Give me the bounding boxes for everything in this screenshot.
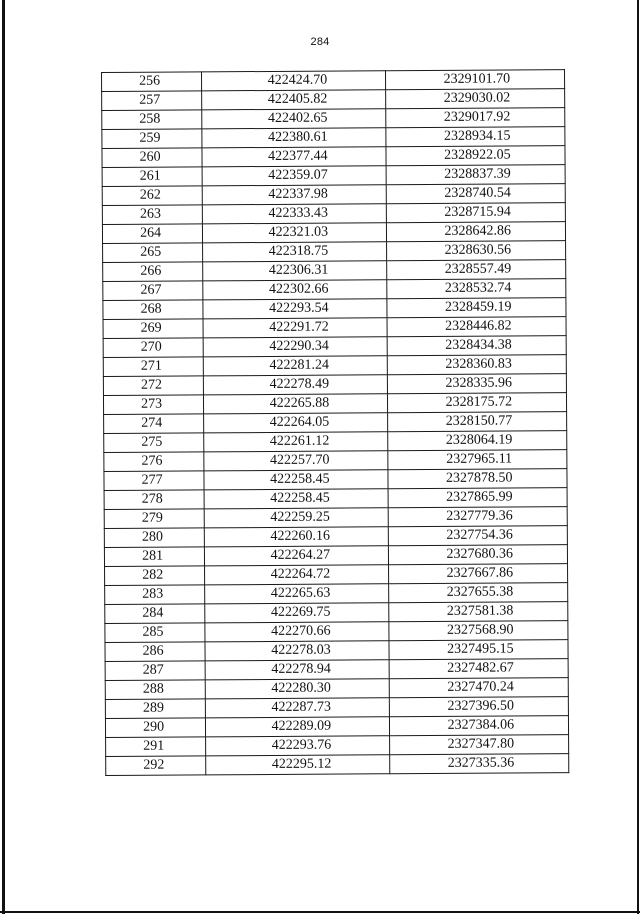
x-coordinate-cell: 422258.45 [204,489,388,509]
y-coordinate-cell: 2328335.96 [387,374,567,394]
x-coordinate-cell: 422306.31 [203,261,387,281]
point-number-cell: 264 [102,224,202,244]
y-coordinate-cell: 2328715.94 [386,203,566,223]
x-coordinate-cell: 422293.54 [203,299,387,319]
scan-border-right [637,0,639,914]
table-row [103,241,566,263]
y-coordinate-cell: 2327878.50 [388,469,568,489]
table-row [104,431,567,453]
y-coordinate-cell: 2328175.72 [387,393,567,413]
point-number-cell: 290 [105,718,205,738]
x-coordinate-cell: 422405.82 [202,90,386,110]
y-coordinate-cell: 2328150.77 [387,412,567,432]
y-coordinate-cell: 2328557.49 [386,260,566,280]
table-row [103,317,566,339]
x-coordinate-cell: 422264.72 [205,565,389,585]
table-row [102,89,565,111]
y-coordinate-cell: 2327470.24 [389,678,569,698]
x-coordinate-cell: 422260.16 [204,527,388,547]
x-coordinate-cell: 422337.98 [202,185,386,205]
table-row [104,450,567,472]
point-number-cell: 275 [104,433,204,453]
y-coordinate-cell: 2328532.74 [386,279,566,299]
y-coordinate-cell: 2328934.15 [385,127,565,147]
point-number-cell: 272 [103,376,203,396]
y-coordinate-cell: 2327965.11 [387,450,567,470]
x-coordinate-cell: 422257.70 [204,451,388,471]
point-number-cell: 261 [102,167,202,187]
x-coordinate-cell: 422264.05 [204,413,388,433]
y-coordinate-cell: 2327754.36 [388,526,568,546]
point-number-cell: 279 [104,509,204,529]
y-coordinate-cell: 2328459.19 [386,298,566,318]
x-coordinate-cell: 422295.12 [206,755,390,775]
x-coordinate-cell: 422258.45 [204,470,388,490]
y-coordinate-cell: 2327779.36 [388,507,568,527]
y-coordinate-cell: 2328446.82 [387,317,567,337]
y-coordinate-cell: 2327581.38 [388,602,568,622]
table-row [105,678,568,700]
x-coordinate-cell: 422318.75 [203,242,387,262]
table-row [105,564,568,586]
table-row [102,184,565,206]
point-number-cell: 256 [102,72,202,92]
table-row [105,659,568,681]
point-number-cell: 281 [104,547,204,567]
table-row [105,602,568,624]
x-coordinate-cell: 422321.03 [203,223,387,243]
x-coordinate-cell: 422261.12 [204,432,388,452]
point-number-cell: 292 [106,756,206,776]
y-coordinate-cell: 2327865.99 [388,488,568,508]
table-row [102,165,565,187]
point-number-cell: 273 [103,395,203,415]
x-coordinate-cell: 422278.03 [205,641,389,661]
point-number-cell: 277 [104,471,204,491]
y-coordinate-cell: 2328642.86 [386,222,566,242]
y-coordinate-cell: 2327495.15 [389,640,569,660]
scan-border-bottom [0,911,640,913]
y-coordinate-cell: 2329017.92 [385,108,565,128]
point-number-cell: 287 [105,661,205,681]
table-row [102,203,565,225]
point-number-cell: 270 [103,338,203,358]
table-row [102,108,565,130]
y-coordinate-cell: 2328360.83 [387,355,567,375]
y-coordinate-cell: 2327396.50 [389,697,569,717]
table-row [103,298,566,320]
coordinates-table [101,69,569,776]
y-coordinate-cell: 2327667.86 [388,564,568,584]
table-row [104,488,567,510]
point-number-cell: 288 [105,680,205,700]
table-row [106,735,569,757]
point-number-cell: 258 [102,110,202,130]
point-number-cell: 291 [106,737,206,757]
table-row [104,507,567,529]
point-number-cell: 257 [102,91,202,111]
y-coordinate-cell: 2327347.80 [389,735,569,755]
point-number-cell: 265 [103,243,203,263]
coordinates-table-body [102,70,569,776]
x-coordinate-cell: 422377.44 [202,147,386,167]
point-number-cell: 285 [105,623,205,643]
page-number: 284 [310,36,330,48]
y-coordinate-cell: 2327655.38 [388,583,568,603]
x-coordinate-cell: 422278.49 [204,375,388,395]
table-row [104,412,567,434]
table-row [103,374,566,396]
table-row [102,70,565,92]
x-coordinate-cell: 422281.24 [203,356,387,376]
table-row [104,545,567,567]
table-row [102,146,565,168]
y-coordinate-cell: 2328740.54 [386,184,566,204]
x-coordinate-cell: 422380.61 [202,128,386,148]
y-coordinate-cell: 2328630.56 [386,241,566,261]
x-coordinate-cell: 422290.34 [203,337,387,357]
table-row [103,336,566,358]
table-row [106,754,569,776]
table-row [103,393,566,415]
y-coordinate-cell: 2329101.70 [385,70,565,90]
x-coordinate-cell: 422265.88 [204,394,388,414]
x-coordinate-cell: 422289.09 [206,717,390,737]
table-row [103,260,566,282]
point-number-cell: 263 [102,205,202,225]
y-coordinate-cell: 2327384.06 [389,716,569,736]
y-coordinate-cell: 2329030.02 [385,89,565,109]
point-number-cell: 289 [105,699,205,719]
x-coordinate-cell: 422259.25 [204,508,388,528]
x-coordinate-cell: 422302.66 [203,280,387,300]
table-row [102,127,565,149]
point-number-cell: 274 [104,414,204,434]
table-row [103,355,566,377]
x-coordinate-cell: 422293.76 [206,736,390,756]
y-coordinate-cell: 2327335.36 [389,754,569,774]
point-number-cell: 276 [104,452,204,472]
table-row [105,697,568,719]
y-coordinate-cell: 2328837.39 [386,165,566,185]
x-coordinate-cell: 422265.63 [205,584,389,604]
point-number-cell: 269 [103,319,203,339]
table-row [104,469,567,491]
point-number-cell: 278 [104,490,204,510]
y-coordinate-cell: 2328434.38 [387,336,567,356]
x-coordinate-cell: 422287.73 [206,698,390,718]
x-coordinate-cell: 422333.43 [203,204,387,224]
table-row [105,716,568,738]
point-number-cell: 262 [102,186,202,206]
point-number-cell: 259 [102,129,202,149]
table-row [105,583,568,605]
x-coordinate-cell: 422270.66 [205,622,389,642]
x-coordinate-cell: 422278.94 [205,660,389,680]
x-coordinate-cell: 422359.07 [202,166,386,186]
x-coordinate-cell: 422424.70 [202,71,386,91]
x-coordinate-cell: 422280.30 [205,679,389,699]
x-coordinate-cell: 422291.72 [203,318,387,338]
table-row [104,526,567,548]
y-coordinate-cell: 2327568.90 [388,621,568,641]
y-coordinate-cell: 2328922.05 [386,146,566,166]
point-number-cell: 283 [105,585,205,605]
x-coordinate-cell: 422264.27 [205,546,389,566]
point-number-cell: 267 [103,281,203,301]
y-coordinate-cell: 2327482.67 [389,659,569,679]
point-number-cell: 286 [105,642,205,662]
point-number-cell: 284 [105,604,205,624]
point-number-cell: 266 [103,262,203,282]
y-coordinate-cell: 2328064.19 [387,431,567,451]
point-number-cell: 260 [102,148,202,168]
x-coordinate-cell: 422402.65 [202,109,386,129]
x-coordinate-cell: 422269.75 [205,603,389,623]
point-number-cell: 271 [103,357,203,377]
table-row [105,640,568,662]
point-number-cell: 282 [105,566,205,586]
table-row [103,279,566,301]
scan-border-left [2,0,5,914]
table-row [105,621,568,643]
y-coordinate-cell: 2327680.36 [388,545,568,565]
point-number-cell: 280 [104,528,204,548]
table-row [102,222,565,244]
point-number-cell: 268 [103,300,203,320]
